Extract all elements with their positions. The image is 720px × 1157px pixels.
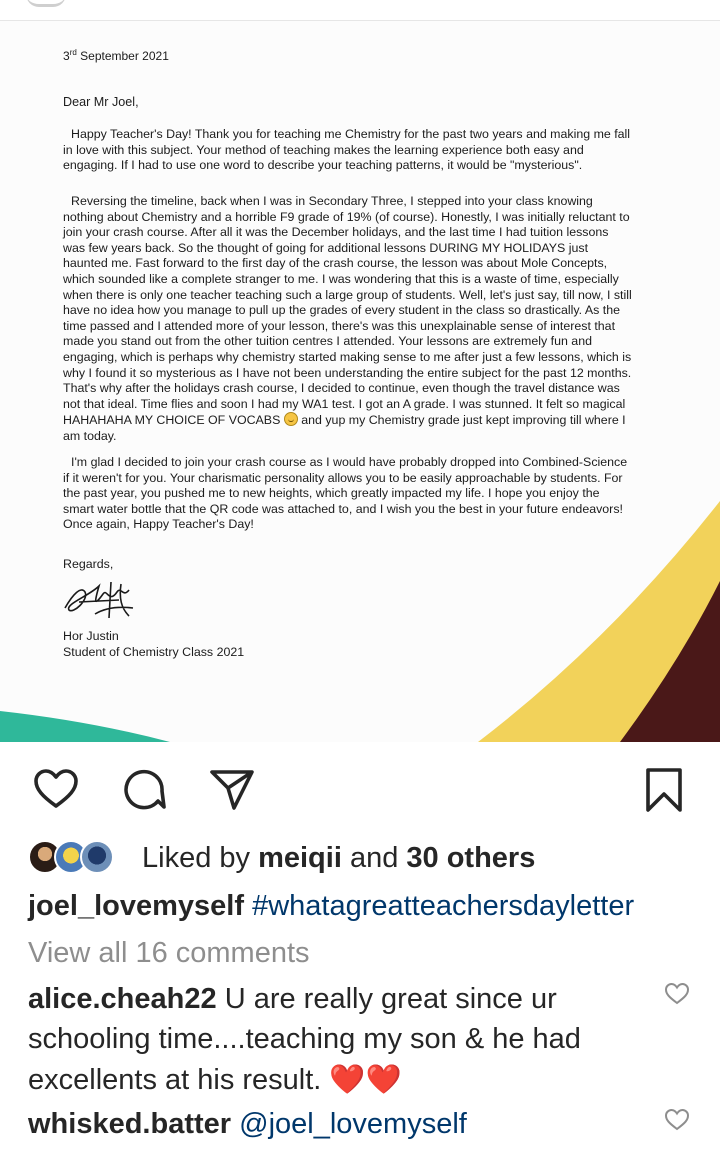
comment-line: schooling time....teaching my son & he had <box>28 1023 581 1055</box>
comment-like-heart-icon[interactable] <box>664 982 690 1006</box>
comment-username[interactable]: alice.cheah22 <box>28 983 217 1015</box>
caption-username[interactable]: joel_lovemyself <box>28 890 244 922</box>
post-image[interactable] <box>0 21 720 742</box>
comment-line: excellents at his result. ❤️❤️ <box>28 1064 402 1096</box>
likes-row[interactable] <box>28 838 708 878</box>
smile-emoji-icon <box>284 412 298 426</box>
letter-regards: Regards, <box>63 557 114 571</box>
status-area <box>0 0 720 21</box>
letter-paragraph-1: Happy Teacher's Day! Thank you for teaching me Chemistry for the past two years and making me fall in love with this subject. Your method of teaching makes the learning experience both easy and engaging. If I had to use one word to describe your teaching patterns, it would be "mysterious". <box>63 127 631 173</box>
comment-line <box>28 1108 467 1141</box>
letter-salutation: Dear Mr Joel, <box>63 95 139 109</box>
paper-plane-icon[interactable] <box>208 766 256 814</box>
caption <box>28 890 634 923</box>
comment-line: alice.cheah22 U are really great since ur <box>28 983 557 1015</box>
letter-signer-name: Hor Justin <box>63 629 119 643</box>
comment-username[interactable]: whisked.batter <box>28 1108 232 1140</box>
likes-others[interactable]: 30 others <box>406 842 536 874</box>
comment-mention[interactable]: @joel_lovemyself <box>239 1108 467 1140</box>
liker-username[interactable]: meiqii <box>258 842 342 874</box>
likes-text: Liked by meiqii and 30 others <box>142 842 536 874</box>
hearts-emoji-icon: ❤️❤️ <box>329 1064 402 1096</box>
teal-swoosh <box>0 711 170 742</box>
handwritten-signature <box>59 574 143 624</box>
view-comments-link[interactable]: View all 16 comments <box>28 937 310 969</box>
heart-icon[interactable] <box>32 766 80 814</box>
liker-avatars <box>28 840 128 876</box>
top-handle <box>26 0 66 7</box>
avatar <box>80 840 114 874</box>
letter-signer-role: Student of Chemistry Class 2021 <box>63 645 245 659</box>
letter-paragraph-3: I'm glad I decided to join your crash course as I would have probably dropped into Combined-Science if it weren't for you. Your charismatic personality allows you to be easily approachable by students. For the past year, you pushed me to new heights, which greatly impacted my life. I hope you enjoy the smart water bottle that the QR code was attached to, and I wish you the best in your future endeavors! Once again, Happy Teacher's Day! <box>63 455 628 532</box>
letter-date: 3rd September 2021 <box>63 48 169 63</box>
bookmark-icon[interactable] <box>640 766 688 814</box>
post-actions <box>0 742 720 832</box>
comment-icon[interactable] <box>120 766 168 814</box>
caption-hashtag[interactable]: #whatagreatteachersdayletter <box>252 890 635 922</box>
letter-paragraph-2: Reversing the timeline, back when I was in Secondary Three, I stepped into your class knowing nothing about Chemistry and a horrible F9 grade of 19% (of course). Honestly, I was initially reluctant to join your crash course. After all it was the December holidays, and the last time I had tuition lessons was few years back. So the thought of going for additional lessons DURING MY HOLIDAYS just haunted me. Fast forward to the first day of the crash course, the lesson was about Mole Concepts, which sounded like a complete stranger to me. I was wondering that this is a waste of time, especially when there is only one teacher teaching such a large group of students. Well, let's just say, till now, I still have no idea how you manage to pull up the grades of every student in the class so drastically. As the time passed and I attended more of your lesson, there's was this unexplainable sense of interest that made you stand out from the other tuition centres I attended. Your lessons are extremely fun and engaging, which is perhaps why chemistry started making sense to me after just a few lessons, which is why I found it so mysterious as I have not been understanding the entire subject for the past 12 months. That's why after the holidays crash course, I decided to continue, even though the travel distance was not that ideal. Time flies and soon I had my WA1 test. I got an A grade. I was stunned. It felt so magical HAHAHAHA MY CHOICE OF VOCABS and yup my Chemistry grade just kept improving till where I am today. <box>63 194 632 443</box>
comment-like-heart-icon[interactable] <box>664 1108 690 1132</box>
